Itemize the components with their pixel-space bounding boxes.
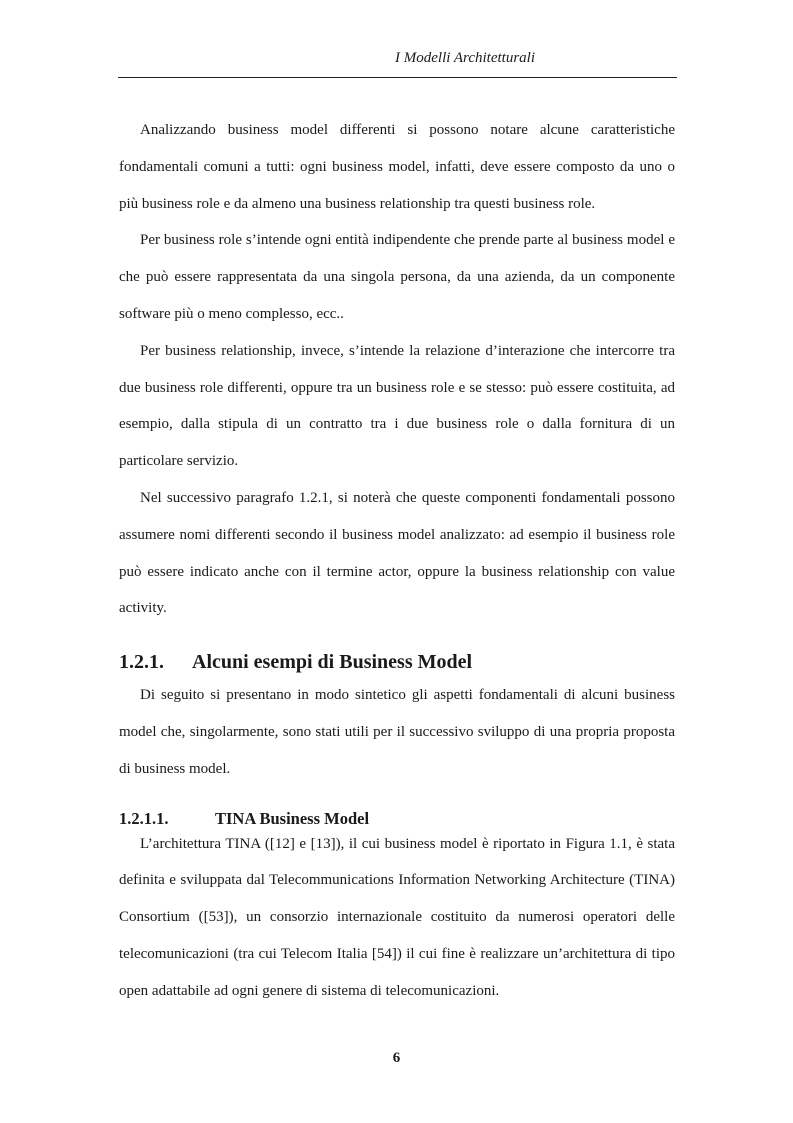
page-body <box>119 112 675 1010</box>
paragraph-4: Nel successivo paragrafo 1.2.1, si noterà che queste componenti fondamentali possono assumere nomi differenti secondo il business model analizzato: ad esempio il business role può essere indicato anche con il termine actor, oppure la business relationship con value activity. <box>119 489 675 617</box>
subsection-number: 1.2.1.1. <box>119 808 169 828</box>
paragraph-2: Per business role s’intende ogni entità indipendente che prende parte al business model e che può essere rappresentata da una singola persona, da una azienda, da un componente software più o meno complesso, ecc.. <box>119 232 675 322</box>
section-heading <box>119 648 675 676</box>
subsection-title: TINA Business Model <box>215 808 370 828</box>
paragraph-3: Per business relationship, invece, s’intende la relazione d’interazione che intercorre tra due business role differenti, oppure tra un business role e se stesso: può essere costituita, ad esempio, dalla stipula di un contratto tra i due business role o dalla fornitura di un particolare servizio. <box>119 342 675 470</box>
header-rule <box>118 77 677 78</box>
section-title: Alcuni esempi di Business Model <box>192 651 473 674</box>
subsection-paragraph: L’architettura TINA ([12] e [13]), il cui business model è riportato in Figura 1.1, è stata definita e sviluppata dal Telecommunications Information Networking Architecture (TINA) Consortium ([53]), un consorzio internazionale costituito da numerosi operatori delle telecomunicazioni (tra cui Telecom Italia [54]) il cui fine è realizzare un’architettura di tipo open adattabile ad ogni genere di sistema di telecomunicazioni. <box>119 835 675 999</box>
section-number: 1.2.1. <box>119 651 164 674</box>
paragraph-1: Analizzando business model differenti si possono notare alcune caratteristiche fondamentali comuni a tutti: ogni business model, infatti, deve essere composto da uno o più business role e da almeno una business relationship tra questi business role. <box>119 122 675 212</box>
running-header: I Modelli Architetturali <box>395 50 535 66</box>
page-number: 6 <box>392 1050 401 1066</box>
section-paragraph: Di seguito si presentano in modo sintetico gli aspetti fondamentali di alcuni business model che, singolarmente, sono stati utili per il successivo sviluppo di una propria proposta di business model. <box>119 687 675 777</box>
